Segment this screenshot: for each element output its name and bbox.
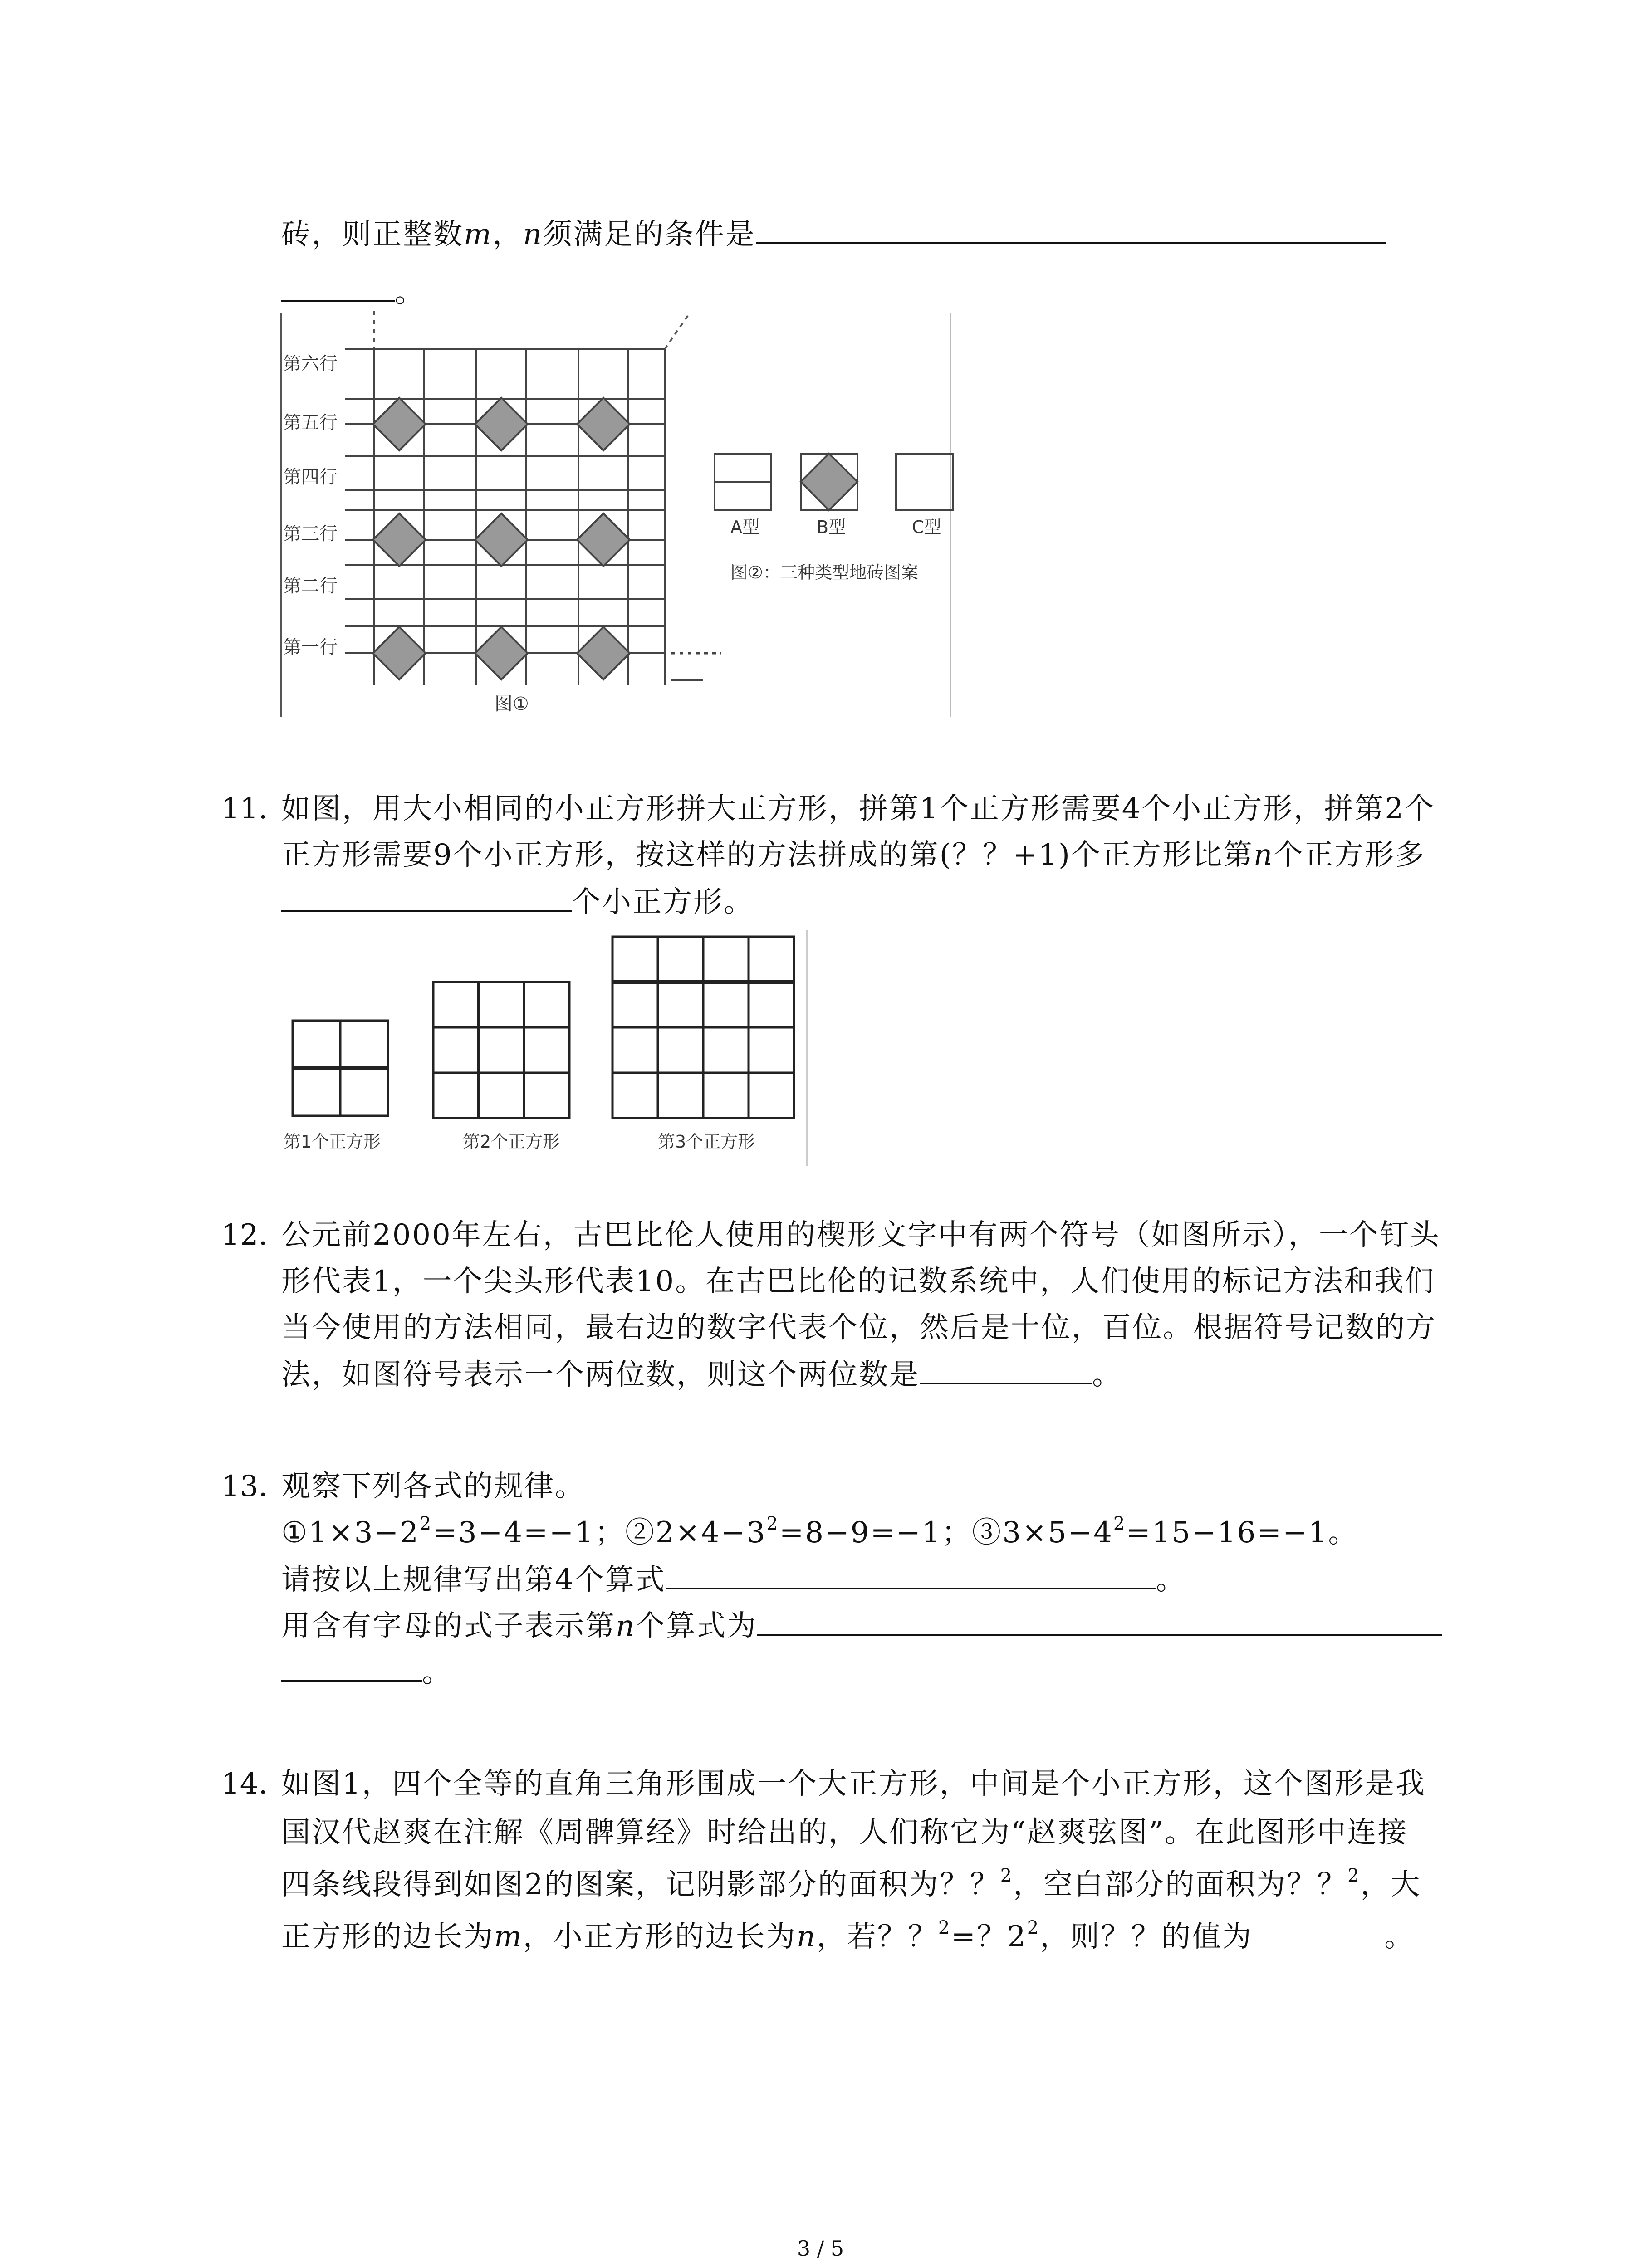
tile-floor-figure bbox=[277, 308, 966, 726]
square-1 bbox=[293, 1021, 388, 1116]
diamond-tile bbox=[475, 513, 528, 566]
q14-text: ，小正方形的边长为 bbox=[523, 1920, 797, 1954]
q10-line2 bbox=[281, 271, 425, 313]
q11-text: 个正方形多 bbox=[1274, 838, 1426, 872]
q14-text: ，则？？的值为 bbox=[1040, 1920, 1253, 1954]
answer-blank[interactable] bbox=[666, 1559, 1156, 1589]
answer-blank[interactable] bbox=[281, 1651, 422, 1682]
q13-text: 用含有字母的式子表示第 bbox=[281, 1609, 616, 1643]
q11-text: 正方形需要9个小正方形，按这样的方法拼成的第(？？+1)个正方形比第 bbox=[281, 838, 1254, 872]
equation: =8−9=−1； bbox=[779, 1516, 972, 1549]
q13-equations bbox=[281, 1512, 1358, 1553]
square-3 bbox=[612, 937, 794, 1118]
diamond-tile bbox=[577, 627, 630, 679]
exponent: 2 bbox=[1000, 1865, 1014, 1886]
tile-type-a bbox=[715, 454, 771, 510]
q13-line5 bbox=[281, 1651, 452, 1693]
type-label: B型 bbox=[817, 517, 846, 537]
q14-text: 四条线段得到如图2的图案，记阴影部分的面积为？？ bbox=[281, 1868, 1000, 1901]
var-n: n bbox=[523, 218, 543, 251]
square-2 bbox=[433, 982, 569, 1118]
period: 。 bbox=[395, 276, 425, 309]
q13-line4 bbox=[281, 1605, 1442, 1647]
q14-text: ，大 bbox=[1360, 1868, 1421, 1901]
square-label: 第1个正方形 bbox=[284, 1132, 381, 1152]
equation: ②2×4−3 bbox=[625, 1516, 767, 1549]
type-label: C型 bbox=[912, 517, 941, 537]
equation: ①1×3−2 bbox=[281, 1516, 420, 1549]
answer-blank[interactable] bbox=[281, 271, 395, 302]
tile-type-c bbox=[896, 454, 953, 510]
q14-text: =？2 bbox=[951, 1920, 1027, 1954]
var-m: m bbox=[494, 1920, 523, 1954]
answer-blank[interactable] bbox=[920, 1354, 1092, 1384]
equation: =15−16=−1。 bbox=[1126, 1516, 1359, 1549]
period: 。 bbox=[1384, 1920, 1415, 1954]
period: 。 bbox=[1156, 1563, 1186, 1597]
q14-line4 bbox=[281, 1916, 1415, 1957]
exponent: 2 bbox=[419, 1513, 433, 1534]
var-m: m bbox=[464, 218, 493, 251]
tile-type-b bbox=[801, 454, 857, 510]
row-label: 第三行 bbox=[283, 523, 338, 544]
exponent: 2 bbox=[766, 1513, 779, 1534]
exponent: 2 bbox=[1027, 1917, 1040, 1938]
q12-line4 bbox=[281, 1354, 1122, 1395]
q10-sep: ， bbox=[492, 218, 523, 251]
q13-line3 bbox=[281, 1559, 1186, 1600]
q10-text: 砖，则正整数 bbox=[281, 218, 464, 251]
figure-caption: 图②：三种类型地砖图案 bbox=[730, 562, 919, 582]
row-label: 第五行 bbox=[283, 412, 338, 433]
q10-tail: 须满足的条件是 bbox=[543, 218, 756, 251]
diamond-tile bbox=[577, 398, 630, 450]
exponent: 2 bbox=[1113, 1513, 1127, 1534]
row-label: 第六行 bbox=[283, 353, 338, 374]
diamond-tile bbox=[373, 398, 426, 450]
q12-text: 法，如图符号表示一个两位数，则这个两位数是 bbox=[281, 1358, 920, 1392]
period: 。 bbox=[422, 1656, 452, 1689]
diamond-tile bbox=[475, 627, 528, 679]
type-label: A型 bbox=[730, 517, 759, 537]
q13-text: 个算式为 bbox=[636, 1609, 758, 1643]
q13-line1: 观察下列各式的规律。 bbox=[281, 1470, 585, 1503]
diamond-tile bbox=[373, 513, 426, 566]
q11-line1: 如图，用大小相同的小正方形拼大正方形，拼第1个正方形需要4个小正方形，拼第2个 bbox=[281, 792, 1435, 826]
equation: ③3×5−4 bbox=[972, 1516, 1113, 1549]
exponent: 2 bbox=[1347, 1865, 1361, 1886]
answer-blank[interactable] bbox=[756, 213, 1386, 244]
q14-line3 bbox=[281, 1864, 1421, 1905]
row-label: 第一行 bbox=[283, 637, 338, 658]
question-number: 11. bbox=[221, 792, 268, 826]
row-label: 第四行 bbox=[283, 467, 338, 488]
diamond-tile bbox=[577, 513, 630, 566]
diamond-tile bbox=[475, 398, 528, 450]
q12-line3: 当今使用的方法相同，最右边的数字代表个位，然后是十位，百位。根据符号记数的方 bbox=[281, 1311, 1436, 1344]
q14-line2: 国汉代赵爽在注解《周髀算经》时给出的，人们称它为“赵爽弦图”。在此图形中连接 bbox=[281, 1816, 1408, 1849]
q14-text: 正方形的边长为 bbox=[281, 1920, 494, 1954]
question-number: 14. bbox=[221, 1767, 268, 1801]
answer-blank[interactable] bbox=[281, 881, 572, 912]
var-n: n bbox=[616, 1609, 636, 1643]
q11-text: 个小正方形。 bbox=[572, 885, 754, 919]
question-number: 13. bbox=[221, 1470, 268, 1503]
period: 。 bbox=[1092, 1358, 1122, 1392]
q14-line1: 如图1，四个全等的直角三角形围成一个大正方形，中间是个小正方形，这个图形是我 bbox=[281, 1767, 1426, 1801]
exponent: 2 bbox=[938, 1917, 951, 1938]
diamond-tile bbox=[373, 627, 426, 679]
q14-text: ，空白部分的面积为？？ bbox=[1013, 1868, 1348, 1901]
square-label: 第3个正方形 bbox=[658, 1132, 755, 1152]
page-number: 3 / 5 bbox=[797, 2236, 844, 2261]
q13-text: 请按以上规律写出第4个算式 bbox=[281, 1563, 666, 1597]
q12-line1: 公元前2000年左右，古巴比伦人使用的楔形文字中有两个符号（如图所示），一个钉头 bbox=[281, 1218, 1440, 1252]
q11-line2 bbox=[281, 835, 1425, 875]
q10-line1 bbox=[281, 213, 1386, 255]
q12-line2: 形代表1，一个尖头形代表10。在古巴比伦的记数系统中，人们使用的标记方法和我们 bbox=[281, 1265, 1435, 1298]
question-number: 12. bbox=[221, 1218, 268, 1252]
var-n: n bbox=[796, 1920, 817, 1954]
q11-line3 bbox=[281, 881, 754, 923]
figure-caption: 图① bbox=[495, 694, 529, 714]
equation: =3−4=−1； bbox=[432, 1516, 625, 1549]
square-label: 第2个正方形 bbox=[463, 1132, 560, 1152]
row-label: 第二行 bbox=[283, 576, 338, 596]
answer-blank[interactable] bbox=[757, 1605, 1442, 1636]
squares-figure bbox=[277, 930, 812, 1166]
var-n: n bbox=[1254, 838, 1274, 872]
q14-text: ，若？？ bbox=[816, 1920, 938, 1954]
